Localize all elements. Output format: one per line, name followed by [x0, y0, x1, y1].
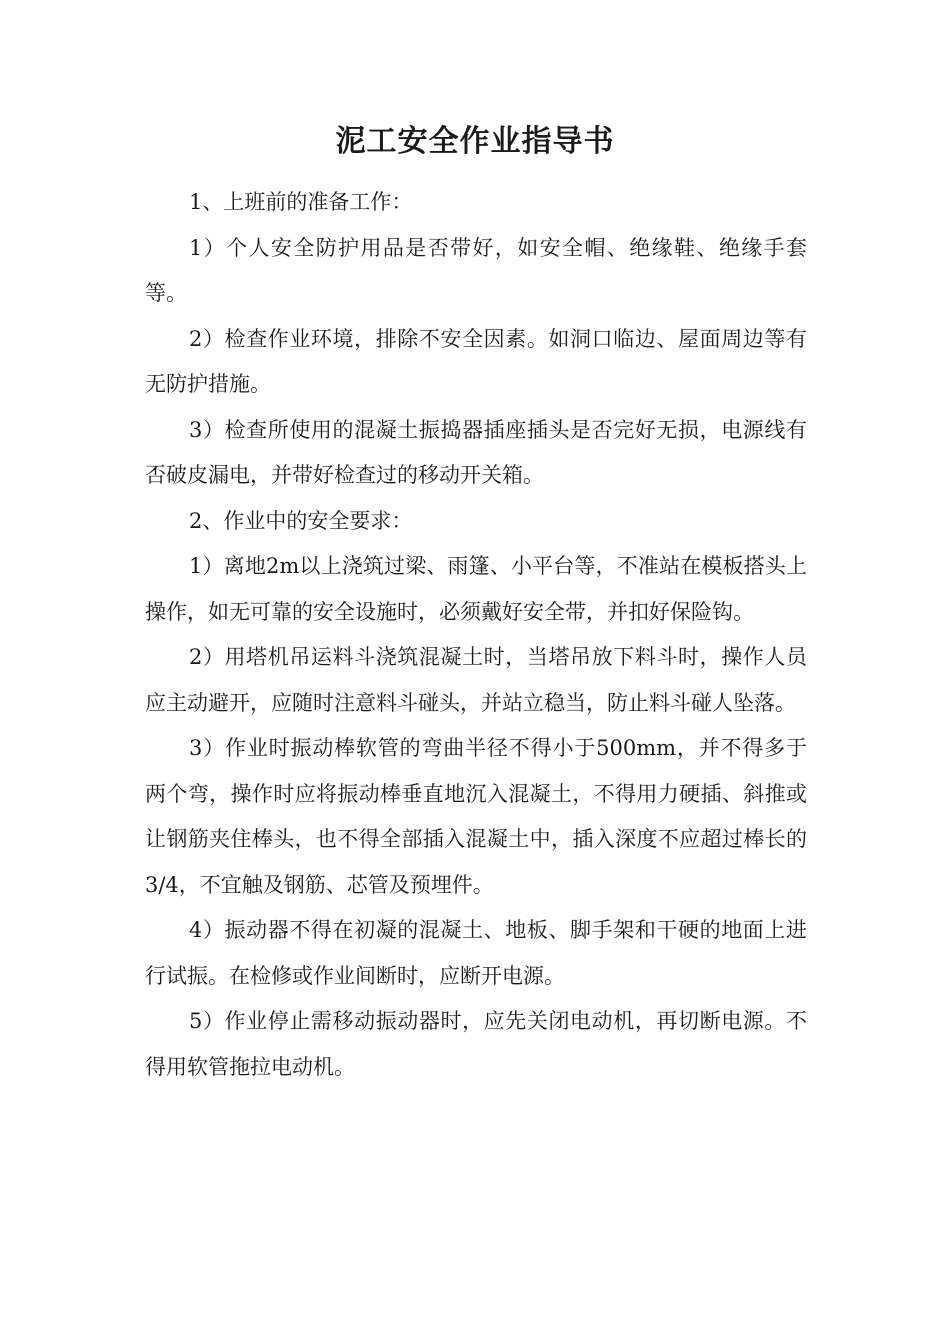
- section-heading-safety-requirements: 2、作业中的安全要求：: [189, 508, 413, 533]
- section-heading-preparation: 1、上班前的准备工作：: [189, 190, 413, 214]
- paragraph-check-vibrator-plug: 3）检查所使用的混凝土振捣器插座插头是否完好无损，电源线有否破皮漏电，并带好检查过的移动开关箱。: [145, 417, 807, 487]
- paragraph-check-environment: 2）检查作业环境，排除不安全因素。如洞口临边、屋面周边等有无防护措施。: [145, 326, 807, 396]
- paragraph-tower-crane: 2）用塔机吊运料斗浇筑混凝土时，当塔吊放下料斗时，操作人员应主动避开，应随时注意料斗碰头，并站立稳当，防止料斗碰人坠落。: [145, 645, 807, 715]
- paragraph-moving-vibrator: 5）作业停止需移动振动器时，应先关闭电动机，再切断电源。不得用软管拖拉电动机。: [145, 1009, 807, 1079]
- paragraph-vibrator-hose: 3）作业时振动棒软管的弯曲半径不得小于500mm，并不得多于两个弯，操作时应将振动棒垂直地沉入混凝土，不得用力硬插、斜推或让钢筋夹住棒头，也不得全部插入混凝土中，插入深度不应超过棒长的3/4，不宜触及钢筋、芯管及预埋件。: [145, 736, 807, 897]
- paragraph-protective-equipment: 1）个人安全防护用品是否带好，如安全帽、绝缘鞋、绝缘手套等。: [145, 235, 807, 305]
- paragraph-height-work: 1）离地2m以上浇筑过梁、雨篷、小平台等，不准站在模板搭头上操作，如无可靠的安全设施时，必须戴好安全带，并扣好保险钩。: [145, 554, 807, 624]
- document-body: [145, 180, 807, 1090]
- document-title: 泥工安全作业指导书: [335, 124, 615, 159]
- paragraph-test-vibration: 4）振动器不得在初凝的混凝土、地板、脚手架和干硬的地面上进行试振。在检修或作业间断时，应断开电源。: [145, 918, 807, 988]
